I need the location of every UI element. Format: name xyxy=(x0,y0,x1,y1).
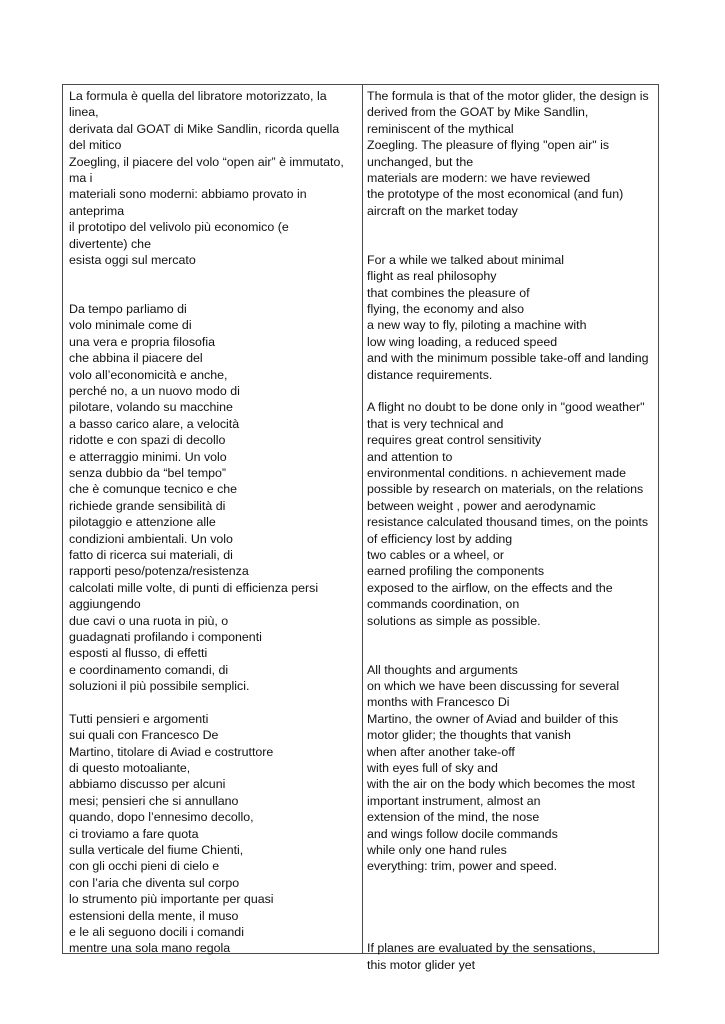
english-text-line: exposed to the airflow, on the effects and the xyxy=(367,580,613,595)
english-text-line xyxy=(367,875,656,891)
italian-text-line: fatto di ricerca sui materiali, di xyxy=(69,547,233,562)
english-text-line: months with Francesco Di xyxy=(367,695,510,710)
english-text-line xyxy=(367,629,656,645)
italian-text-line: aggiungendo xyxy=(69,597,141,612)
english-text-line: two cables or a wheel, or xyxy=(367,547,505,562)
english-text-line: Martino, the owner of Aviad and builder of this xyxy=(367,711,619,726)
column-divider xyxy=(362,85,363,953)
english-text-line: while only one hand rules xyxy=(367,842,507,857)
english-text-line: Zoegling. The pleasure of flying "open air" is xyxy=(367,138,610,153)
italian-text-line: una vera e propria filosofia xyxy=(69,334,216,349)
english-text-line: environmental conditions. n achievement made xyxy=(367,465,626,480)
italian-text-line: estensioni della mente, il muso xyxy=(69,908,239,923)
english-text-line: For a while we talked about minimal xyxy=(367,252,564,267)
english-text-line: everything: trim, power and speed. xyxy=(367,859,558,874)
english-text-line: and with the minimum possible take-off and landing xyxy=(367,351,649,366)
italian-text-line: derivata dal GOAT di Mike Sandlin, ricorda quella xyxy=(69,121,340,136)
english-text-line xyxy=(367,924,656,940)
english-text-line: If planes are evaluated by the sensations, xyxy=(367,941,596,956)
translation-table xyxy=(62,84,659,972)
italian-text-line: con l’aria che diventa sul corpo xyxy=(69,875,240,890)
english-text-line: flight as real philosophy xyxy=(367,269,497,284)
english-text-line: and wings follow docile commands xyxy=(367,826,558,841)
italian-text-line: due cavi o una ruota in più, o xyxy=(69,613,229,628)
italian-text-line: esista oggi sul mercato xyxy=(69,252,196,267)
italian-text-line: senza dubbio da “bel tempo” xyxy=(69,465,227,480)
english-text-line xyxy=(367,891,656,907)
english-text-line: A flight no doubt to be done only in "good weather" xyxy=(367,400,645,415)
italian-text-line: calcolati mille volte, di punti di efficienza persi xyxy=(69,580,319,595)
italian-text-line: Tutti pensieri e argomenti xyxy=(69,711,209,726)
english-text-line: that is very technical and xyxy=(367,416,504,431)
english-text-line: motor glider; the thoughts that vanish xyxy=(367,728,571,743)
english-text-line: a new way to fly, piloting a machine with xyxy=(367,318,587,333)
italian-text-line xyxy=(69,285,357,301)
italian-text-line: e atterraggio minimi. Un volo xyxy=(69,449,227,464)
italian-text-line: mesi; pensieri che si annullano xyxy=(69,793,239,808)
english-text-line: and attention to xyxy=(367,449,453,464)
english-text-line: when after another take-off xyxy=(367,744,515,759)
italian-text-line: volo minimale come di xyxy=(69,318,192,333)
italian-text-line: Martino, titolare di Aviad e costruttore xyxy=(69,744,274,759)
italian-text-line: rapporti peso/potenza/resistenza xyxy=(69,564,249,579)
english-text-line: extension of the mind, the nose xyxy=(367,810,540,825)
english-text-line xyxy=(367,645,656,661)
italian-text-line: perché no, a un nuovo modo di xyxy=(69,384,240,399)
italian-text-line: a basso carico alare, a velocità xyxy=(69,416,240,431)
italian-text-line: pilotare, volando su macchine xyxy=(69,400,233,415)
english-text-line: important instrument, almost an xyxy=(367,793,541,808)
italian-text-line: condizioni ambientali. Un volo xyxy=(69,531,233,546)
english-text-line: flying, the economy and also xyxy=(367,302,525,317)
english-text-line: distance requirements. xyxy=(367,367,493,382)
english-text-line: of efficiency lost by adding xyxy=(367,531,513,546)
italian-text-line xyxy=(69,268,357,284)
english-text-line: on which we have been discussing for several xyxy=(367,679,620,694)
italian-text-line: sulla verticale del fiume Chienti, xyxy=(69,842,244,857)
english-text-line xyxy=(367,383,656,399)
english-text-line: the prototype of the most economical (and fun) xyxy=(367,187,624,202)
italian-text-line: e coordinamento comandi, di xyxy=(69,662,229,677)
italian-text-line: con gli occhi pieni di cielo e xyxy=(69,859,220,874)
italian-text-line: che abbina il piacere del xyxy=(69,351,203,366)
italian-text-line: materiali sono moderni: abbiamo provato in xyxy=(69,187,307,202)
italian-text-line xyxy=(69,694,357,710)
italian-text-line: abbiamo discusso per alcuni xyxy=(69,777,226,792)
english-text-line xyxy=(367,908,656,924)
english-text-line: low wing loading, a reduced speed xyxy=(367,334,558,349)
italian-text-line: Da tempo parliamo di xyxy=(69,302,187,317)
italian-text-line: sui quali con Francesco De xyxy=(69,728,219,743)
english-text-line: requires great control sensitivity xyxy=(367,433,542,448)
english-text-line: this motor glider yet xyxy=(367,957,476,972)
italian-text-line: ridotte e con spazi di decollo xyxy=(69,433,226,448)
italian-text-line: quando, dopo l’ennesimo decollo, xyxy=(69,810,254,825)
italian-text-line: anteprima xyxy=(69,203,125,218)
italian-text-line: linea, xyxy=(69,105,99,120)
english-text-line: unchanged, but the xyxy=(367,154,474,169)
italian-text-line: soluzioni il più possibile semplici. xyxy=(69,679,250,694)
english-text-line: with the air on the body which becomes the most xyxy=(367,777,635,792)
english-text-line: possible by research on materials, on the relations xyxy=(367,482,644,497)
italian-text-line: divertente) che xyxy=(69,236,151,251)
english-text-line: derived from the GOAT by Mike Sandlin, xyxy=(367,105,589,120)
italian-text-line: lo strumento più importante per quasi xyxy=(69,892,274,907)
english-text-line xyxy=(367,236,656,252)
italian-text-line: volo all’economicità e anche, xyxy=(69,367,228,382)
english-text-line: materials are modern: we have reviewed xyxy=(367,170,591,185)
italian-column xyxy=(69,88,357,957)
italian-text-line: mentre una sola mano regola xyxy=(69,941,231,956)
english-text-line: commands coordination, on xyxy=(367,597,520,612)
english-text-line: The formula is that of the motor glider, the design is xyxy=(367,89,649,103)
italian-text-line: ma i xyxy=(69,170,93,185)
italian-text-line: guadagnati profilando i componenti xyxy=(69,629,262,644)
english-text-line: earned profiling the components xyxy=(367,564,545,579)
italian-text-line: di questo motoaliante, xyxy=(69,761,191,776)
english-column xyxy=(367,88,656,973)
italian-text-line: La formula è quella del libratore motorizzato, la xyxy=(69,89,327,103)
italian-text-line: del mitico xyxy=(69,138,122,153)
english-text-line: with eyes full of sky and xyxy=(367,761,498,776)
italian-text-line: ci troviamo a fare quota xyxy=(69,826,199,841)
english-text-line: aircraft on the market today xyxy=(367,203,518,218)
english-text-line: that combines the pleasure of xyxy=(367,285,530,300)
english-text-line: resistance calculated thousand times, on the points xyxy=(367,515,649,530)
italian-text-line: Zoegling, il piacere del volo “open air” è immutato, xyxy=(69,154,344,169)
italian-text-line: che è comunque tecnico e che xyxy=(69,482,238,497)
english-text-line: reminiscent of the mythical xyxy=(367,121,514,136)
english-text-line xyxy=(367,219,656,235)
italian-text-line: richiede grande sensibilità di xyxy=(69,498,226,513)
english-text-line: All thoughts and arguments xyxy=(367,662,518,677)
italian-text-line: il prototipo del velivolo più economico (e xyxy=(69,220,289,235)
italian-text-line: pilotaggio e attenzione alle xyxy=(69,515,216,530)
italian-text-line: esposti al flusso, di effetti xyxy=(69,646,208,661)
english-text-line: solutions as simple as possible. xyxy=(367,613,541,628)
english-text-line: between weight , power and aerodynamic xyxy=(367,498,596,513)
italian-text-line: e le ali seguono docili i comandi xyxy=(69,924,244,939)
